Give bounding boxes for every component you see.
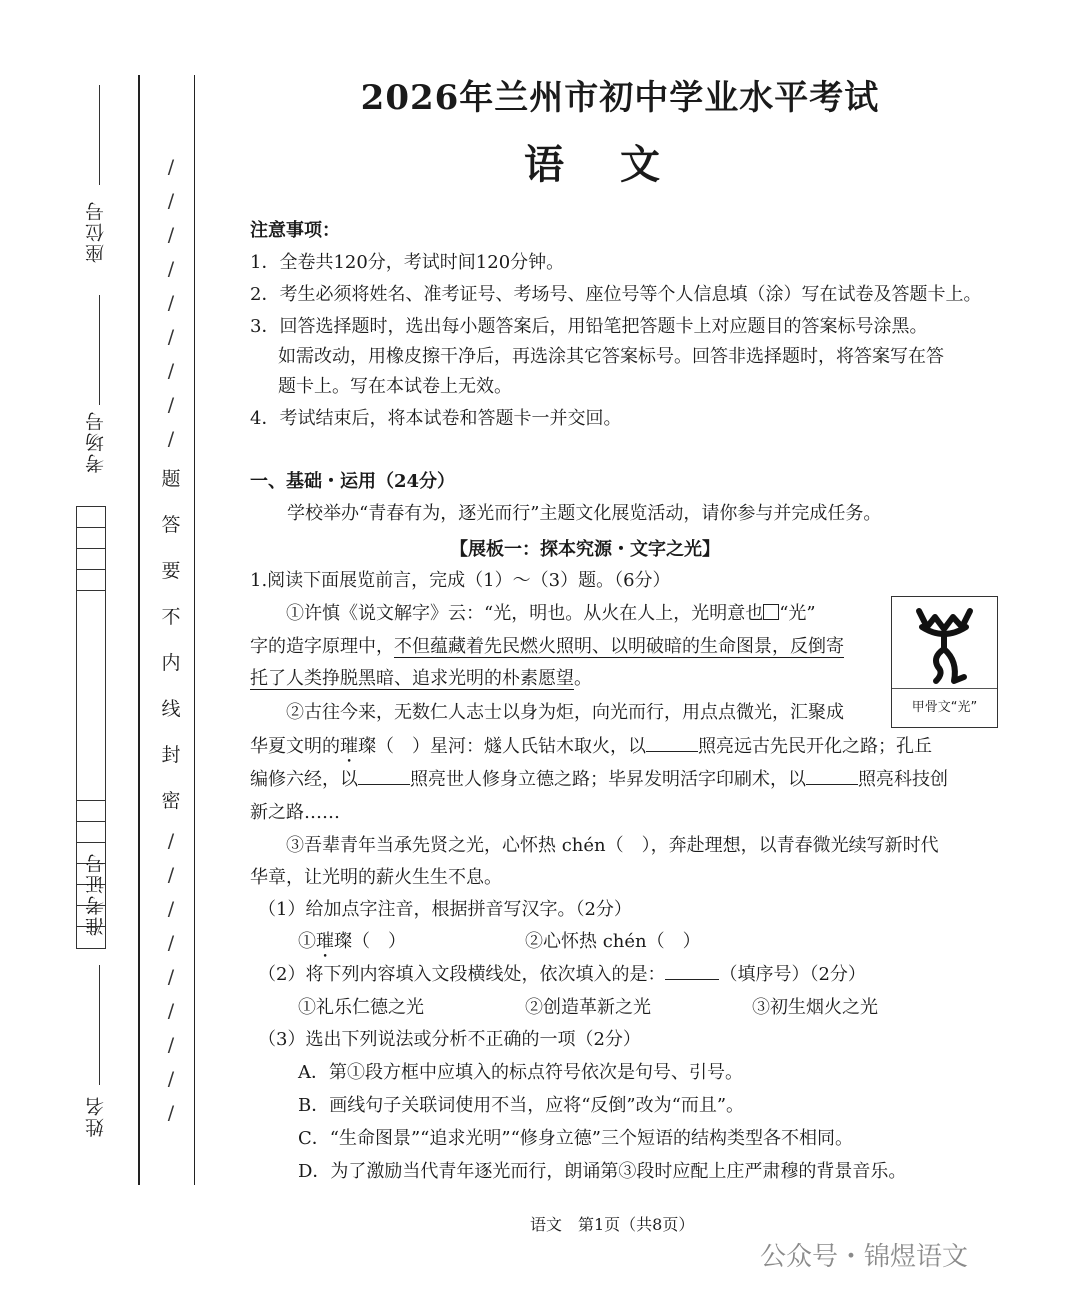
seal-char: 题	[161, 468, 181, 490]
paragraph-3-line-2: 华章，让光明的薪火生生不息。	[250, 867, 502, 888]
room-label: 考场号	[85, 410, 107, 473]
section-heading: 一、基础・运用（24分）	[250, 471, 456, 492]
ticket-box-cell[interactable]	[77, 528, 105, 549]
ticket-box-cell[interactable]	[77, 801, 105, 822]
seal-slash: /	[167, 932, 175, 954]
choice-option-b: B．画线句子关联词使用不当，应将“反倒”改为“而且”。	[298, 1095, 745, 1116]
notice-item: 题卡上。写在本试卷上无效。	[278, 376, 512, 397]
seal-slash: /	[167, 224, 175, 246]
seal-slash: /	[167, 830, 175, 852]
item-text: 璨（ ）	[334, 931, 406, 952]
underlined-sentence: 不但蕴藏着先民燃火照明、以明破暗的生命图景，反倒寄	[394, 636, 844, 657]
seal-slash: /	[167, 360, 175, 382]
ticket-box-cell[interactable]	[77, 570, 105, 591]
p2-text: 照亮远古先民开化之路；孔丘	[698, 736, 932, 757]
ticket-box-cell[interactable]	[77, 822, 105, 843]
subquestion-3: （3）选出下列说法或分析不正确的一项（2分）	[258, 1029, 641, 1050]
seal-slash: /	[167, 1102, 175, 1124]
seal-slash: /	[167, 292, 175, 314]
fill-blank[interactable]	[646, 733, 698, 752]
ticket-label: 准考证号	[85, 852, 107, 936]
p2-text: 编修六经，以	[250, 769, 358, 790]
item-text: （2）将下列内容填入文段横线处，依次填入的是：	[258, 964, 666, 985]
item-text: ①	[298, 931, 316, 952]
p1-text: 字的造字原理中，	[250, 636, 394, 657]
name-label: 姓名	[85, 1095, 107, 1137]
notice-heading: 注意事项：	[250, 220, 340, 241]
notice-item: 3．回答选择题时，选出每小题答案后，用铅笔把答题卡上对应题目的答案标号涂黑。	[250, 316, 928, 337]
seal-slash: /	[167, 1034, 175, 1056]
p2-text: 华夏文明的	[250, 736, 340, 757]
subject-title: 语文	[524, 141, 716, 188]
seal-slash: /	[167, 1068, 175, 1090]
oracle-glyph-icon	[892, 597, 997, 689]
p2-text: 照亮世人修身立德之路；毕昇发明活字印刷术，以	[410, 769, 806, 790]
paragraph-2-line-4: 新之路……	[250, 802, 340, 823]
dotted-char: 璀	[316, 931, 334, 952]
choice-option-c: C．“生命图景”“追求光明”“修身立德”三个短语的结构类型各不相同。	[298, 1128, 853, 1149]
subquestion-2	[258, 961, 866, 989]
ticket-box-cell[interactable]	[77, 549, 105, 570]
paragraph-1-line-1	[286, 600, 816, 628]
dotted-char: 璀	[340, 736, 358, 757]
seal-slash: /	[167, 898, 175, 920]
seal-slash: /	[167, 1000, 175, 1022]
question-stem: 1.阅读下面展览前言，完成（1）～（3）题。（6分）	[250, 570, 671, 591]
section-intro: 学校举办“青春有为，逐光而行”主题文化展览活动，请你参与并完成任务。	[287, 503, 882, 524]
paragraph-1-line-2	[250, 633, 844, 661]
seal-char: 线	[161, 698, 181, 720]
paragraph-2-line-3	[250, 766, 948, 794]
paragraph-2-line-1: ②古往今来，无数仁人志士以身为炬，向光而行，用点点微光，汇聚成	[286, 702, 844, 723]
seat-field-line-2[interactable]	[99, 295, 100, 405]
subquestion-2-option: ②创造革新之光	[525, 997, 651, 1018]
seal-slash: /	[167, 864, 175, 886]
seal-char: 封	[161, 744, 181, 766]
seal-slash: /	[167, 258, 175, 280]
underlined-sentence: 托了人类挣脱黑暗、追求光明的朴素愿望	[250, 668, 574, 689]
item-text: （填序号）（2分）	[719, 964, 866, 985]
notice-item: 如需改动，用橡皮擦干净后，再选涂其它答案标号。回答非选择题时，将答案写在答	[278, 346, 944, 367]
exam-title: 2026年兰州市初中学业水平考试	[360, 78, 880, 118]
seal-slash: /	[167, 428, 175, 450]
answer-blank[interactable]	[665, 961, 719, 980]
subquestion-1-item-a	[298, 928, 406, 962]
watermark: 公众号・锦煜语文	[760, 1242, 969, 1272]
seal-slash: /	[167, 394, 175, 416]
subquestion-1-item-b: ②心怀热 chén（ ）	[525, 931, 701, 952]
seal-char: 不	[161, 606, 181, 628]
seal-char: 要	[161, 560, 181, 582]
p1-text: “光”	[779, 603, 816, 624]
seal-char: 密	[161, 790, 181, 812]
oracle-bone-figure	[891, 596, 998, 728]
seal-slash: /	[167, 966, 175, 988]
fill-blank[interactable]	[806, 766, 858, 785]
panel-title: 【展板一：探本究源・文字之光】	[450, 539, 720, 560]
p2-text: 照亮科技创	[858, 769, 948, 790]
binding-line-inner	[194, 75, 195, 1185]
notice-item: 4．考试结束后，将本试卷和答题卡一并交回。	[250, 408, 622, 429]
subquestion-1: （1）给加点字注音，根据拼音写汉字。（2分）	[258, 899, 632, 920]
notice-item: 2．考生必须将姓名、准考证号、考场号、座位号等个人信息填（涂）写在试卷及答题卡上。	[250, 284, 982, 305]
notice-item: 1．全卷共120分，考试时间120分钟。	[250, 252, 565, 273]
seal-slash: /	[167, 326, 175, 348]
choice-option-d: D．为了激励当代青年逐光而行，朗诵第③段时应配上庄严肃穆的背景音乐。	[298, 1161, 907, 1182]
page-footer: 语文 第1页（共8页）	[530, 1215, 695, 1234]
subquestion-2-option: ③初生烟火之光	[752, 997, 878, 1018]
seal-char: 答	[161, 514, 181, 536]
p2-text: 璨（ ）星河：燧人氏钻木取火，以	[358, 736, 646, 757]
seal-char: 内	[161, 652, 181, 674]
subquestion-2-option: ①礼乐仁德之光	[298, 997, 424, 1018]
oracle-caption: 甲骨文“光”	[892, 688, 997, 727]
seat-label: 座位号	[85, 200, 107, 263]
name-field-line[interactable]	[99, 965, 100, 1085]
binding-line-outer	[138, 75, 140, 1185]
p1-text: 。	[574, 668, 592, 689]
choice-option-a: A．第①段方框中应填入的标点符号依次是句号、引号。	[298, 1062, 743, 1083]
paragraph-2-line-2	[250, 733, 932, 767]
paragraph-1-line-3	[250, 665, 592, 693]
seal-slash: /	[167, 156, 175, 178]
seal-line-text	[158, 150, 184, 1210]
seat-field-line	[99, 85, 100, 185]
punctuation-box	[763, 604, 779, 620]
ticket-box-cell[interactable]	[77, 507, 105, 528]
p1-text: ①许慎《说文解字》云：“光，明也。从火在人上，光明意也	[286, 603, 764, 624]
fill-blank[interactable]	[358, 766, 410, 785]
ticket-box-cell[interactable]	[77, 591, 105, 801]
paragraph-3-line-1: ③吾辈青年当承先贤之光，心怀热 chén（ ），奔赴理想，以青春微光续写新时代	[286, 835, 939, 856]
seal-slash: /	[167, 190, 175, 212]
